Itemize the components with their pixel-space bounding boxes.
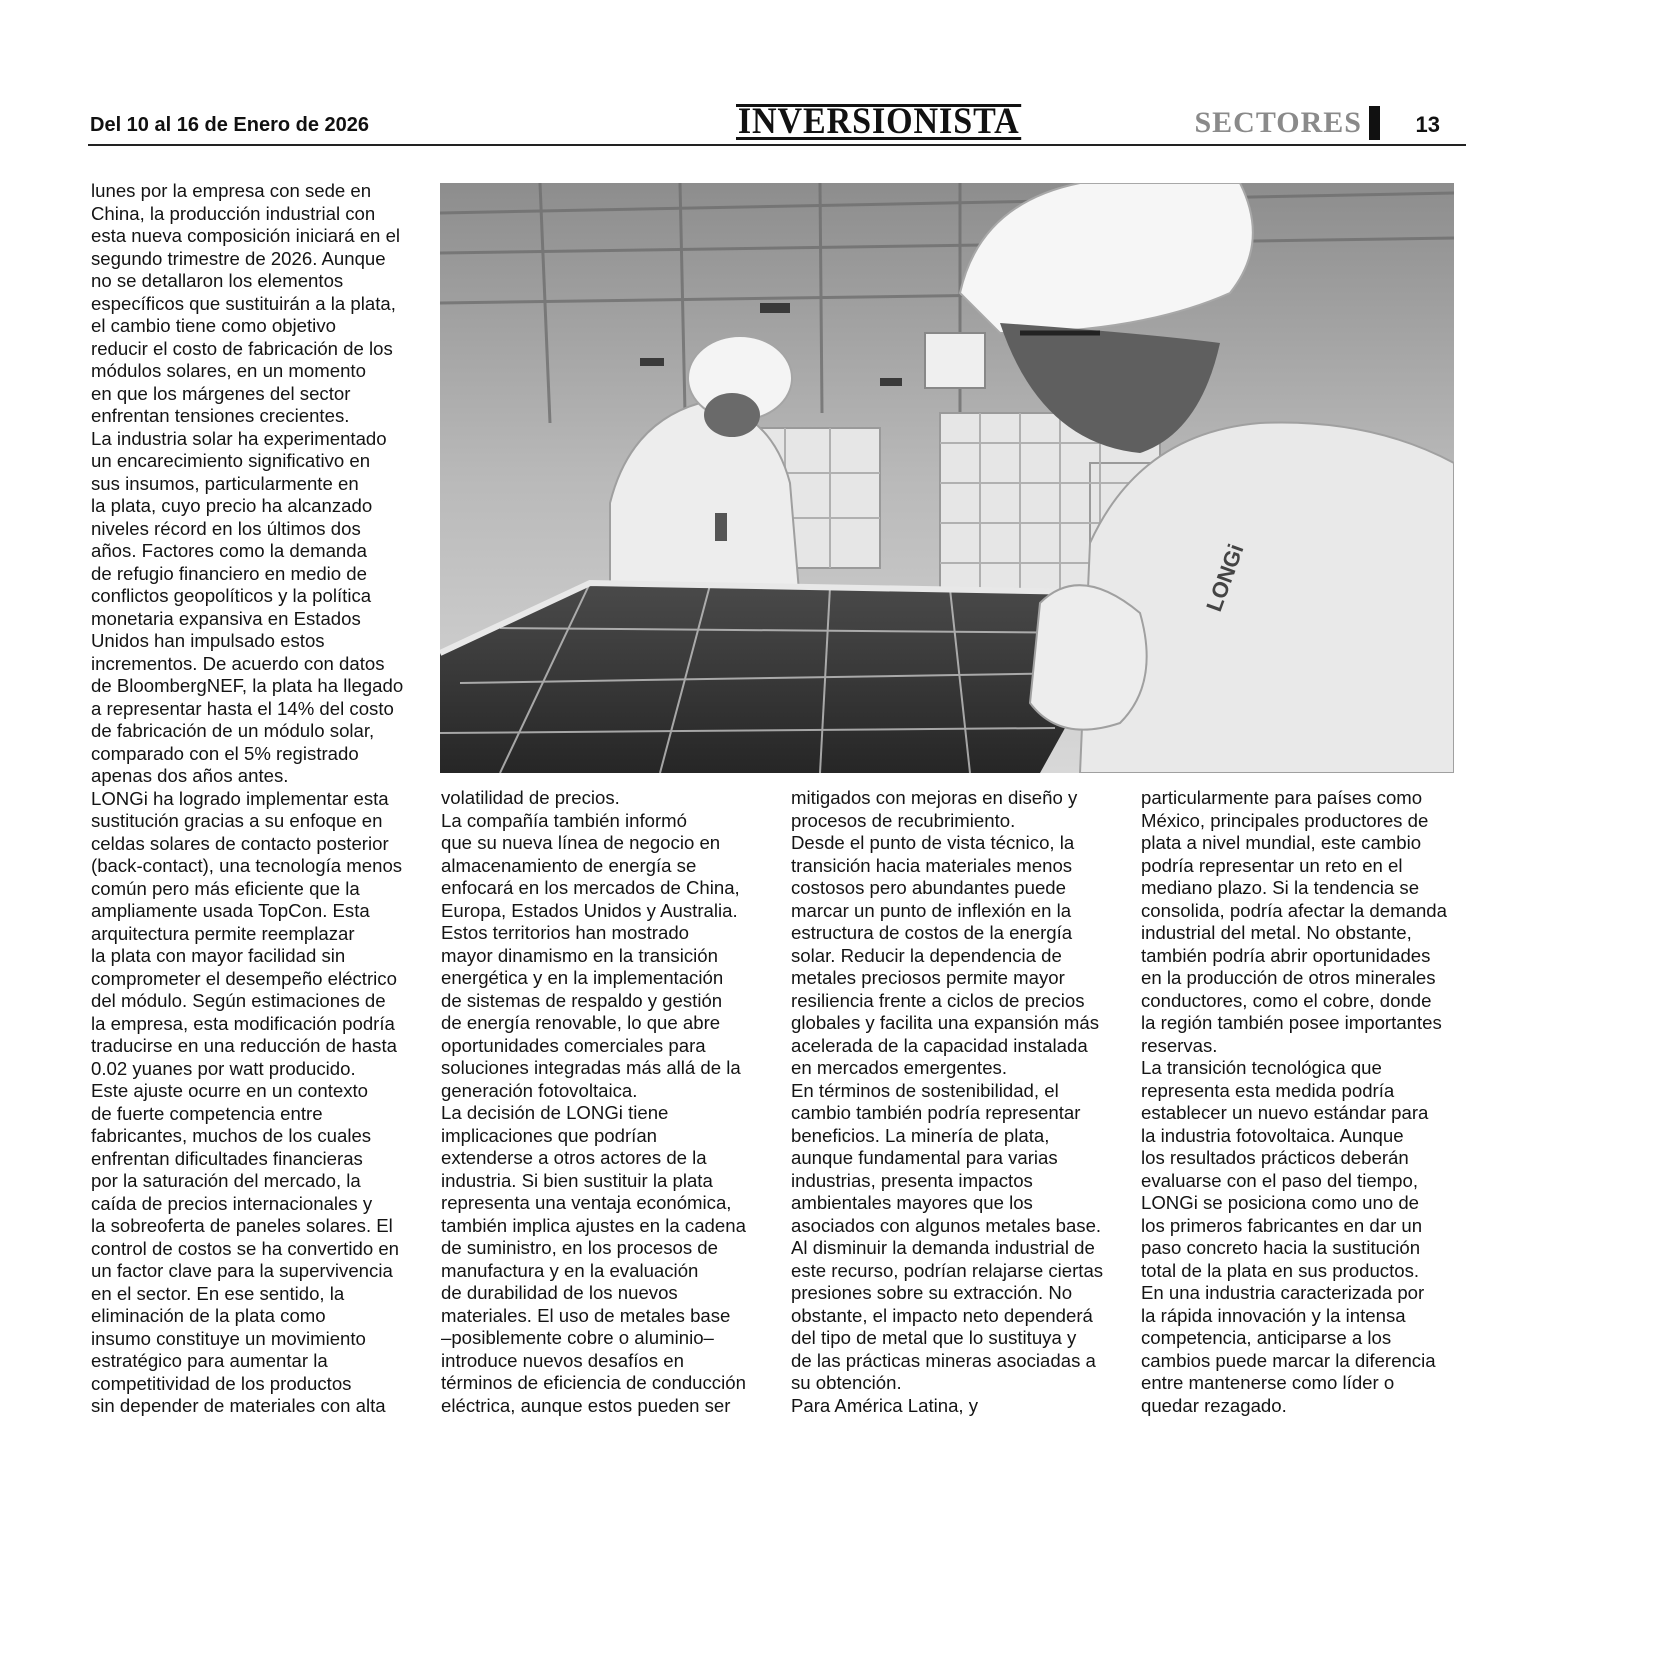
article-line: acelerada de la capacidad instalada: [791, 1034, 1088, 1056]
article-line: ampliamente usada TopCon. Esta: [91, 900, 370, 921]
article-line: enfrentan dificultades financieras: [91, 1147, 363, 1169]
article-line: particularmente para países como: [1141, 787, 1423, 808]
article-line: podría representar un reto en el: [1141, 854, 1403, 876]
article-line: comparado con el 5% registrado: [91, 742, 359, 764]
article-line: competencia, anticiparse a los: [1141, 1327, 1392, 1348]
article-line: metales preciosos permite mayor: [791, 967, 1065, 988]
article-line: la rápida innovación y la intensa: [1141, 1304, 1406, 1326]
article-line: niveles récord en los últimos dos: [91, 517, 361, 539]
article-line: generación fotovoltaica.: [441, 1079, 638, 1101]
article-line: de refugio financiero en medio de: [91, 562, 367, 584]
article-line: eléctrica, aunque estos pueden ser: [441, 1394, 731, 1416]
article-line: caída de precios internacionales y: [91, 1192, 373, 1214]
article-line: también implica ajustes en la cadena: [441, 1214, 746, 1236]
article-line: costosos pero abundantes puede: [791, 877, 1066, 898]
article-line: fabricantes, muchos de los cuales: [91, 1125, 372, 1146]
article-line: La transición tecnológica que: [1141, 1057, 1382, 1078]
article-line: LONGi ha logrado implementar esta: [91, 787, 389, 809]
article-line: específicos que sustituirán a la plata,: [91, 292, 396, 314]
article-line: representa esta medida podría: [1141, 1079, 1395, 1101]
article-line: industrias, presenta impactos: [791, 1169, 1033, 1191]
article-line: solar. Reducir la dependencia de: [791, 944, 1062, 966]
article-column-2: [441, 787, 771, 1417]
article-line: términos de eficiencia de conducción: [441, 1372, 746, 1393]
article-line: de fuerte competencia entre: [91, 1102, 323, 1124]
article-line: la plata con mayor facilidad sin: [91, 945, 346, 966]
article-line: representa una ventaja económica,: [441, 1192, 732, 1213]
article-line: incrementos. De acuerdo con datos: [91, 652, 385, 674]
article-line: no se detallaron los elementos: [91, 270, 344, 291]
article-line: competitividad de los productos: [91, 1372, 352, 1394]
article-line: traducirse en una reducción de hasta: [91, 1035, 397, 1056]
article-line: ambientales mayores que los: [791, 1192, 1033, 1213]
article-line: estructura de costos de la energía: [791, 922, 1073, 943]
article-line: sus insumos, particularmente en: [91, 472, 359, 494]
article-line: entre mantenerse como líder o: [1141, 1372, 1395, 1393]
article-line: Estos territorios han mostrado: [441, 922, 690, 943]
article-line: quedar rezagado.: [1141, 1394, 1287, 1416]
article-line: En una industria caracterizada por: [1141, 1282, 1425, 1303]
article-line: Al disminuir la demanda industrial de: [791, 1237, 1095, 1258]
article-line: total de la plata en sus productos.: [1141, 1259, 1420, 1281]
article-line: energética y en la implementación: [441, 967, 724, 988]
article-line: de las prácticas mineras asociadas a: [791, 1349, 1096, 1371]
article-line: asociados con algunos metales base.: [791, 1214, 1102, 1236]
article-line: (back-contact), una tecnología menos: [91, 855, 403, 876]
article-column-4: [1141, 787, 1471, 1417]
article-line: resiliencia frente a ciclos de precios: [791, 989, 1085, 1011]
article-line: aunque fundamental para varias: [791, 1147, 1058, 1168]
article-line: extenderse a otros actores de la: [441, 1147, 707, 1168]
article-column-3: [791, 787, 1121, 1417]
section-title: SECTORES: [1194, 106, 1362, 139]
article-line: la empresa, esta modificación podría: [91, 1012, 395, 1034]
article-line: de BloombergNEF, la plata ha llegado: [91, 675, 404, 696]
article-line: materiales. El uso de metales base: [441, 1304, 731, 1326]
article-line: en que los márgenes del sector: [91, 382, 351, 404]
article-line: introduce nuevos desafíos en: [441, 1349, 684, 1371]
article-line: mitigados con mejoras en diseño y: [791, 787, 1078, 808]
article-line: celdas solares de contacto posterior: [91, 832, 389, 854]
article-line: sustitución gracias a su enfoque en: [91, 810, 383, 831]
article-line: presiones sobre su extracción. No: [791, 1282, 1073, 1303]
page-header: [88, 101, 1466, 146]
article-line: de sistemas de respaldo y gestión: [441, 989, 723, 1011]
article-line: años. Factores como la demanda: [91, 540, 367, 561]
article-line: mediano plazo. Si la tendencia se: [1141, 877, 1420, 898]
article-line: La decisión de LONGi tiene: [441, 1102, 669, 1123]
article-line: que su nueva línea de negocio en: [441, 832, 721, 853]
article-line: Unidos han impulsado estos: [91, 630, 325, 651]
article-line: en el sector. En ese sentido, la: [91, 1282, 345, 1304]
article-line: en mercados emergentes.: [791, 1057, 1008, 1078]
article-line: lunes por la empresa con sede en: [91, 180, 372, 201]
article-line: su obtención.: [791, 1372, 902, 1393]
article-line: establecer un nuevo estándar para: [1141, 1102, 1429, 1123]
article-line: volatilidad de precios.: [441, 787, 620, 808]
article-line: segundo trimestre de 2026. Aunque: [91, 247, 386, 269]
article-line: globales y facilita una expansión más: [791, 1012, 1100, 1033]
article-line: obstante, el impacto neto dependerá: [791, 1304, 1093, 1326]
article-line: sin depender de materiales con alta: [91, 1395, 386, 1416]
article-line: plata a nivel mundial, este cambio: [1141, 832, 1422, 853]
article-line: Para América Latina, y: [791, 1394, 979, 1416]
article-line: insumo constituye un movimiento: [91, 1327, 366, 1349]
article-line: En términos de sostenibilidad, el: [791, 1079, 1059, 1101]
article-line: de energía renovable, lo que abre: [441, 1012, 721, 1033]
article-line: manufactura y en la evaluación: [441, 1259, 699, 1281]
issue-date: Del 10 al 16 de Enero de 2026: [90, 114, 370, 136]
article-line: la industria fotovoltaica. Aunque: [1141, 1124, 1404, 1146]
article-line: conductores, como el cobre, donde: [1141, 989, 1432, 1011]
article-line: la plata, cuyo precio ha alcanzado: [91, 495, 373, 516]
article-line: 0.02 yuanes por watt producido.: [91, 1057, 356, 1079]
shirt-logo: LONGi: [1201, 540, 1249, 615]
article-line: arquitectura permite reemplazar: [91, 922, 355, 944]
article-line: de fabricación de un módulo solar,: [91, 720, 375, 741]
article-line: cambio también podría representar: [791, 1102, 1081, 1123]
article-line: industrial del metal. No obstante,: [1141, 922, 1412, 943]
article-line: almacenamiento de energía se: [441, 854, 697, 876]
article-line: México, principales productores de: [1141, 809, 1429, 831]
article-line: el cambio tiene como objetivo: [91, 315, 336, 336]
article-line: estratégico para aumentar la: [91, 1350, 328, 1371]
article-line: también podría abrir oportunidades: [1141, 944, 1431, 966]
article-line: China, la producción industrial con: [91, 202, 376, 224]
article-line: control de costos se ha convertido en: [91, 1237, 400, 1259]
article-line: este recurso, podrían relajarse ciertas: [791, 1259, 1104, 1281]
article-line: mayor dinamismo en la transición: [441, 944, 718, 966]
article-line: del tipo de metal que lo sustituya y: [791, 1327, 1077, 1348]
article-line: esta nueva composición iniciará en el: [91, 225, 401, 246]
article-line: evaluarse con el paso del tiempo,: [1141, 1169, 1419, 1191]
page-number: 13: [1415, 112, 1440, 137]
article-line: eliminación de la plata como: [91, 1305, 326, 1326]
article-line: los primeros fabricantes en dar un: [1141, 1214, 1423, 1236]
article-line: marcar un punto de inflexión en la: [791, 899, 1072, 921]
article-line: reducir el costo de fabricación de los: [91, 337, 393, 359]
section-divider: [1369, 106, 1380, 140]
article-line: Este ajuste ocurre en un contexto: [91, 1080, 369, 1101]
article-line: beneficios. La minería de plata,: [791, 1124, 1050, 1146]
article-line: –posiblemente cobre o aluminio–: [441, 1327, 714, 1348]
article-line: cambios puede marcar la diferencia: [1141, 1349, 1436, 1371]
article-line: monetaria expansiva en Estados: [91, 607, 361, 629]
article-line: un encarecimiento significativo en: [91, 450, 371, 471]
article-line: en la producción de otros minerales: [1141, 967, 1436, 988]
article-line: a representar hasta el 14% del costo: [91, 697, 394, 719]
article-line: un factor clave para la supervivencia: [91, 1260, 393, 1281]
article-line: común pero más eficiente que la: [91, 877, 360, 899]
article-line: industria. Si bien sustituir la plata: [441, 1169, 713, 1191]
article-line: oportunidades comerciales para: [441, 1034, 706, 1056]
article-line: Desde el punto de vista técnico, la: [791, 832, 1075, 853]
article-line: módulos solares, en un momento: [91, 360, 366, 381]
article-line: la región también posee importantes: [1141, 1012, 1442, 1033]
article-line: reservas.: [1141, 1034, 1218, 1056]
article-line: Europa, Estados Unidos y Australia.: [441, 899, 738, 921]
article-line: los resultados prácticos deberán: [1141, 1147, 1409, 1168]
article-line: transición hacia materiales menos: [791, 854, 1073, 876]
article-line: la sobreoferta de paneles solares. El: [91, 1215, 393, 1236]
article-line: LONGi se posiciona como uno de: [1141, 1192, 1420, 1213]
article-line: de suministro, en los procesos de: [441, 1237, 718, 1258]
article-line: paso concreto hacia la sustitución: [1141, 1237, 1421, 1258]
article-line: de durabilidad de los nuevos: [441, 1282, 678, 1303]
article-line: apenas dos años antes.: [91, 765, 289, 786]
article-line: por la saturación del mercado, la: [91, 1170, 361, 1191]
article-line: enfocará en los mercados de China,: [441, 877, 740, 898]
article-line: del módulo. Según estimaciones de: [91, 990, 386, 1011]
article-column-1: [91, 180, 421, 1418]
article-photo: [440, 183, 1454, 773]
article-line: soluciones integradas más allá de la: [441, 1057, 741, 1078]
article-line: La compañía también informó: [441, 809, 687, 831]
article-line: La industria solar ha experimentado: [91, 427, 387, 449]
article-line: procesos de recubrimiento.: [791, 809, 1016, 831]
article-line: enfrentan tensiones crecientes.: [91, 405, 350, 426]
solar-factory-illustration: [440, 183, 1454, 773]
article-line: consolida, podría afectar la demanda: [1141, 899, 1447, 921]
article-line: implicaciones que podrían: [441, 1124, 658, 1146]
masthead-logo: INVERSIONISTA: [737, 101, 1020, 142]
article-line: comprometer el desempeño eléctrico: [91, 967, 397, 989]
article-line: conflictos geopolíticos y la política: [91, 585, 372, 606]
